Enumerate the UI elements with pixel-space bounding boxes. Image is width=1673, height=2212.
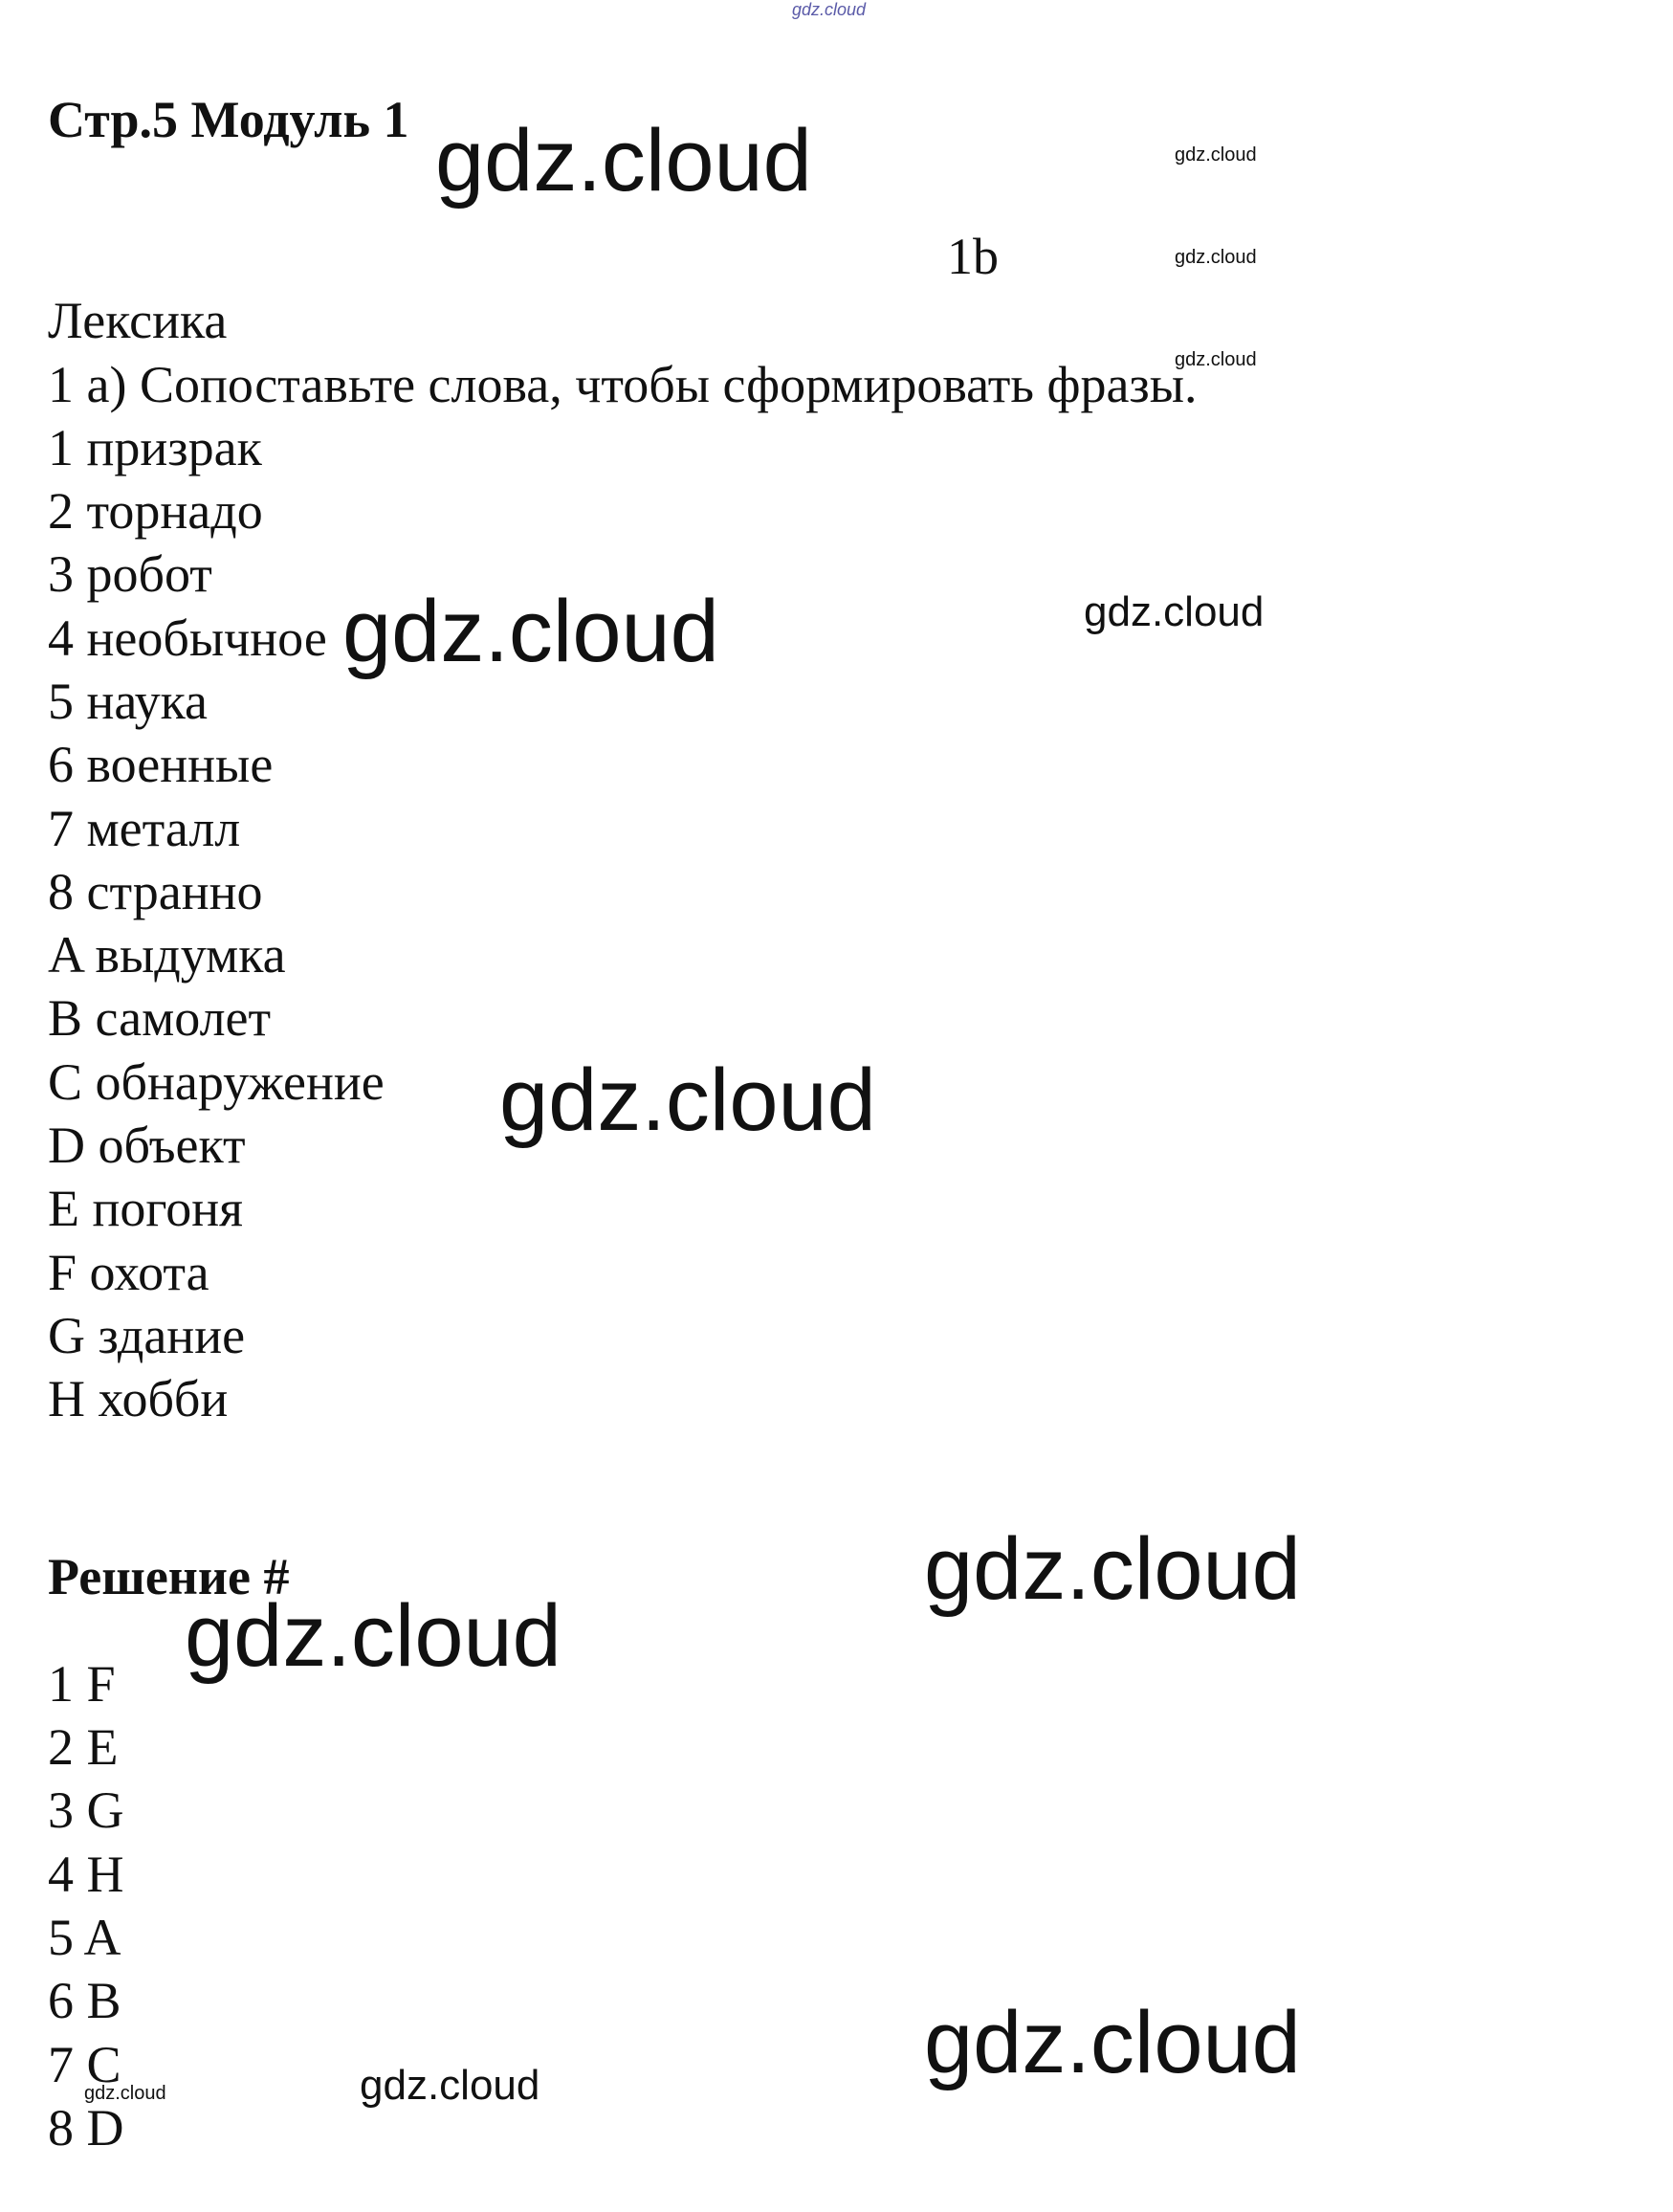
list-item: E погоня bbox=[48, 1180, 243, 1237]
list-item: 7 металл bbox=[48, 800, 241, 857]
watermark: gdz.cloud bbox=[1175, 144, 1257, 166]
watermark: gdz.cloud bbox=[1175, 349, 1257, 370]
answer-item: 7 C bbox=[48, 2036, 121, 2093]
list-item: 2 торнадо bbox=[48, 482, 263, 540]
watermark: gdz.cloud bbox=[185, 1587, 561, 1685]
list-item: 5 наука bbox=[48, 673, 209, 730]
watermark: gdz.cloud bbox=[84, 2083, 166, 2104]
list-item: F охота bbox=[48, 1244, 209, 1301]
list-item: B самолет bbox=[48, 989, 272, 1047]
page-title: Стр.5 Модуль 1 bbox=[48, 91, 409, 148]
list-item: D объект bbox=[48, 1117, 246, 1174]
list-item: 1 призрак bbox=[48, 419, 262, 476]
watermark: gdz.cloud bbox=[924, 1520, 1301, 1618]
list-item: C обнаружение bbox=[48, 1053, 385, 1111]
list-item: A выдумка bbox=[48, 926, 286, 984]
list-item: 6 военные bbox=[48, 736, 274, 793]
watermark: gdz.cloud bbox=[435, 112, 812, 210]
watermark: gdz.cloud bbox=[499, 1051, 876, 1149]
list-item: H хобби bbox=[48, 1370, 229, 1427]
list-item: 3 робот bbox=[48, 545, 212, 603]
watermark: gdz.cloud bbox=[924, 1994, 1301, 2091]
watermark: gdz.cloud bbox=[342, 583, 719, 680]
list-item: 8 странно bbox=[48, 863, 263, 920]
section-title: Лексика bbox=[48, 292, 228, 349]
exercise-badge: 1b bbox=[947, 228, 999, 285]
answer-item: 3 G bbox=[48, 1781, 124, 1839]
watermark: gdz.cloud bbox=[1084, 588, 1265, 635]
answer-item: 6 B bbox=[48, 1972, 121, 2029]
answer-item: 4 H bbox=[48, 1846, 124, 1903]
watermark-top: gdz.cloud bbox=[792, 0, 867, 19]
list-item: 4 необычное bbox=[48, 609, 327, 667]
solution-title: Решение # bbox=[48, 1548, 290, 1605]
answer-item: 5 A bbox=[48, 1909, 121, 1966]
answer-item: 2 E bbox=[48, 1718, 119, 1776]
answer-item: 8 D bbox=[48, 2099, 124, 2157]
list-item: G здание bbox=[48, 1307, 246, 1364]
watermark: gdz.cloud bbox=[360, 2062, 540, 2109]
watermark: gdz.cloud bbox=[1175, 247, 1257, 268]
answer-item: 1 F bbox=[48, 1655, 116, 1713]
task-text: 1 a) Сопоставьте слова, чтобы сформировать фразы. bbox=[48, 356, 1198, 413]
